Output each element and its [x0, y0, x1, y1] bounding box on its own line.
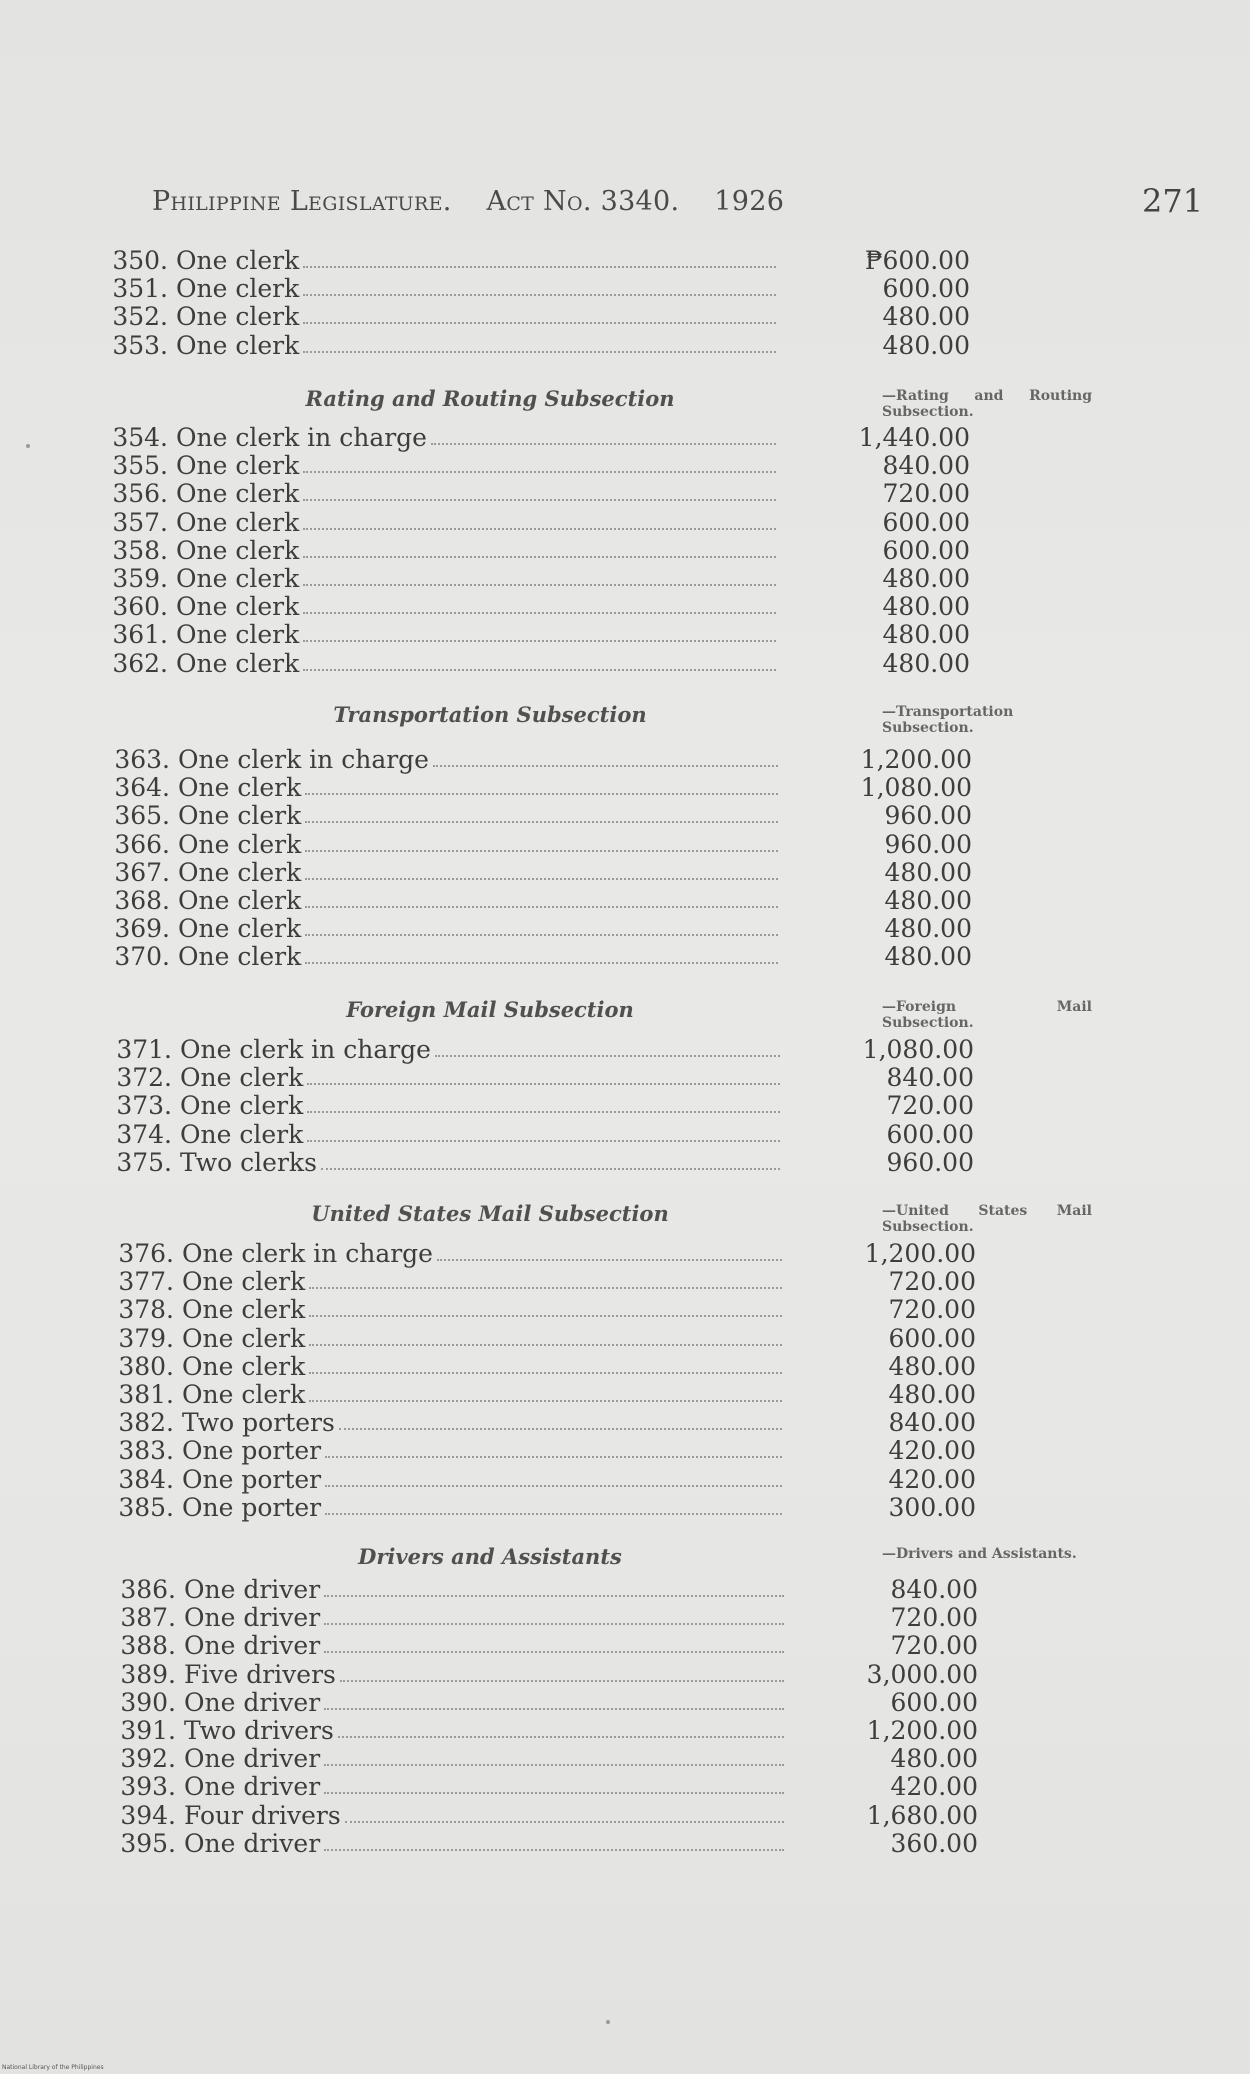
leader-dots: [431, 443, 776, 445]
leader-dots: [305, 962, 778, 964]
line-item: [102, 829, 972, 859]
line-item: [102, 801, 972, 831]
item-number: 365.: [114, 801, 170, 831]
item-description: One clerk: [176, 479, 300, 509]
item-number: 367.: [114, 857, 170, 887]
line-item: [100, 564, 970, 593]
leader-dots: [303, 266, 776, 268]
leader-dots: [324, 1708, 784, 1710]
speck-mark: [606, 2020, 610, 2024]
line-item: [104, 1119, 974, 1149]
item-amount: 480.00: [890, 1744, 978, 1774]
item-amount: 420.00: [890, 1772, 978, 1802]
item-number: 369.: [114, 914, 170, 944]
running-header: [152, 186, 810, 217]
margin-note: —Foreign Mail Subsection.: [882, 999, 1092, 1031]
item-description: One clerk: [178, 829, 302, 859]
item-amount: 720.00: [888, 1267, 976, 1297]
item-amount: 960.00: [884, 801, 972, 831]
item-number: 391.: [120, 1716, 176, 1745]
item-amount: 480.00: [888, 1380, 976, 1409]
line-item: [108, 1575, 978, 1604]
item-description: One clerk in charge: [178, 745, 429, 774]
item-amount: 480.00: [884, 857, 972, 887]
speck-mark: [26, 444, 30, 448]
item-description: One clerk: [176, 302, 300, 332]
leader-dots: [305, 934, 778, 936]
item-amount: 480.00: [882, 564, 970, 593]
line-item: [106, 1295, 976, 1325]
item-number: 351.: [112, 274, 168, 304]
line-item: [104, 1063, 974, 1093]
item-description: One clerk: [182, 1295, 306, 1325]
line-item: [106, 1464, 976, 1494]
item-description: Five drivers: [184, 1659, 336, 1689]
item-number: 387.: [120, 1603, 176, 1633]
line-item: [108, 1603, 978, 1633]
footer-credit: National Library of the Philippines: [2, 2064, 104, 2071]
item-amount: 840.00: [890, 1575, 978, 1604]
line-item: [108, 1800, 978, 1830]
line-item: [108, 1631, 978, 1661]
item-number: 366.: [114, 829, 170, 859]
item-amount: 960.00: [886, 1147, 974, 1177]
item-amount: 480.00: [882, 620, 970, 650]
item-number: 352.: [112, 302, 168, 332]
item-number: 356.: [112, 479, 168, 509]
item-description: One porter: [182, 1492, 322, 1522]
item-description: One driver: [184, 1631, 321, 1661]
line-item: [102, 745, 972, 774]
leader-dots: [339, 1428, 782, 1430]
line-item: [102, 857, 972, 887]
item-description: Two porters: [182, 1408, 335, 1438]
leader-dots: [325, 1485, 782, 1487]
section-heading: Rating and Routing Subsection: [305, 386, 675, 411]
item-amount: 480.00: [884, 886, 972, 915]
leader-dots: [307, 1083, 780, 1085]
line-item: [104, 1091, 974, 1121]
leader-dots: [437, 1259, 782, 1261]
item-description: One clerk in charge: [182, 1239, 433, 1268]
header-year: 1926: [714, 186, 785, 217]
item-number: 385.: [118, 1492, 174, 1522]
item-number: 370.: [114, 942, 170, 972]
item-description: Four drivers: [184, 1800, 341, 1830]
item-description: One clerk: [176, 648, 300, 678]
item-number: 354.: [112, 423, 168, 452]
item-amount: 300.00: [888, 1492, 976, 1522]
line-item: [100, 620, 970, 650]
item-number: 382.: [118, 1408, 174, 1438]
leader-dots: [324, 1849, 784, 1851]
leader-dots: [305, 906, 778, 908]
leader-dots: [321, 1168, 780, 1170]
item-amount: 840.00: [888, 1408, 976, 1438]
line-item: [102, 914, 972, 944]
item-description: One clerk: [182, 1351, 306, 1381]
leader-dots: [305, 821, 778, 823]
leader-dots: [338, 1736, 784, 1738]
item-number: 389.: [120, 1659, 176, 1689]
line-item: [108, 1828, 978, 1858]
item-number: 372.: [116, 1063, 172, 1093]
line-item: [100, 274, 970, 304]
section-heading: Transportation Subsection: [333, 702, 647, 727]
leader-dots: [303, 351, 776, 353]
leader-dots: [303, 584, 776, 586]
item-number: 371.: [116, 1035, 172, 1064]
item-amount: 420.00: [888, 1464, 976, 1494]
margin-note: —Rating and Routing Subsection.: [882, 388, 1092, 420]
line-item: [100, 451, 970, 481]
item-number: 374.: [116, 1119, 172, 1149]
section-heading: Foreign Mail Subsection: [346, 997, 634, 1022]
item-amount: 960.00: [884, 829, 972, 859]
leader-dots: [305, 878, 778, 880]
item-number: 386.: [120, 1575, 176, 1604]
item-description: One porter: [182, 1464, 322, 1494]
item-amount: 1,200.00: [860, 745, 972, 774]
item-number: 361.: [112, 620, 168, 650]
leader-dots: [324, 1623, 784, 1625]
line-item: [108, 1687, 978, 1717]
item-description: One clerk in charge: [176, 423, 427, 452]
leader-dots: [303, 499, 776, 501]
item-amount: 480.00: [882, 302, 970, 332]
item-amount: 600.00: [890, 1687, 978, 1717]
line-item: [100, 246, 970, 275]
item-number: 358.: [112, 535, 168, 565]
line-item: [106, 1380, 976, 1409]
leader-dots: [309, 1344, 782, 1346]
leader-dots: [309, 1287, 782, 1289]
item-description: One clerk: [182, 1380, 306, 1409]
header-act: Act No. 3340.: [486, 186, 680, 217]
leader-dots: [309, 1400, 782, 1402]
item-amount: 720.00: [890, 1631, 978, 1661]
item-amount: 1,680.00: [866, 1800, 978, 1830]
leader-dots: [309, 1372, 782, 1374]
item-number: 355.: [112, 451, 168, 481]
leader-dots: [305, 850, 778, 852]
leader-dots: [340, 1680, 784, 1682]
item-number: 384.: [118, 1464, 174, 1494]
header-title: Philippine Legislature.: [152, 186, 452, 217]
line-item: [102, 773, 972, 803]
item-number: 390.: [120, 1687, 176, 1717]
item-description: Two clerks: [180, 1147, 317, 1177]
leader-dots: [305, 793, 778, 795]
item-number: 353.: [112, 330, 168, 360]
item-number: 357.: [112, 507, 168, 537]
item-number: 381.: [118, 1380, 174, 1409]
leader-dots: [324, 1595, 784, 1597]
item-description: One clerk: [178, 914, 302, 944]
leader-dots: [325, 1513, 782, 1515]
item-amount: 600.00: [886, 1119, 974, 1149]
leader-dots: [303, 640, 776, 642]
line-item: [106, 1267, 976, 1297]
line-item: [106, 1239, 976, 1268]
item-number: 388.: [120, 1631, 176, 1661]
line-item: [106, 1408, 976, 1438]
item-amount: 360.00: [890, 1828, 978, 1858]
line-item: [108, 1716, 978, 1745]
leader-dots: [303, 322, 776, 324]
item-amount: 480.00: [882, 592, 970, 622]
item-amount: 480.00: [882, 330, 970, 360]
line-item: [104, 1147, 974, 1177]
line-item: [106, 1323, 976, 1353]
item-amount: 720.00: [890, 1603, 978, 1633]
leader-dots: [324, 1764, 784, 1766]
item-amount: 1,080.00: [860, 773, 972, 803]
item-number: 377.: [118, 1267, 174, 1297]
leader-dots: [303, 471, 776, 473]
item-description: One driver: [184, 1772, 321, 1802]
line-item: [100, 479, 970, 509]
item-number: 375.: [116, 1147, 172, 1177]
leader-dots: [324, 1792, 784, 1794]
item-description: One clerk: [178, 773, 302, 803]
item-description: One porter: [182, 1436, 322, 1466]
item-amount: 840.00: [882, 451, 970, 481]
line-item: [100, 648, 970, 678]
leader-dots: [433, 765, 778, 767]
line-item: [106, 1492, 976, 1522]
leader-dots: [309, 1315, 782, 1317]
item-description: Two drivers: [184, 1716, 334, 1745]
item-amount: 1,200.00: [864, 1239, 976, 1268]
leader-dots: [303, 612, 776, 614]
item-amount: 720.00: [886, 1091, 974, 1121]
item-amount: 480.00: [884, 914, 972, 944]
item-number: 350.: [112, 246, 168, 275]
item-amount: 420.00: [888, 1436, 976, 1466]
item-amount: 600.00: [882, 507, 970, 537]
leader-dots: [325, 1456, 782, 1458]
line-item: [108, 1744, 978, 1774]
item-amount: 1,200.00: [866, 1716, 978, 1745]
line-item: [100, 330, 970, 360]
item-description: One clerk in charge: [180, 1035, 431, 1064]
item-description: One driver: [184, 1575, 321, 1604]
item-number: 368.: [114, 886, 170, 915]
item-description: One clerk: [178, 942, 302, 972]
item-description: One clerk: [180, 1063, 304, 1093]
line-item: [100, 302, 970, 332]
line-item: [104, 1035, 974, 1064]
item-description: One driver: [184, 1687, 321, 1717]
line-item: [106, 1351, 976, 1381]
margin-note: —United States Mail Subsection.: [882, 1203, 1092, 1235]
item-description: One clerk: [176, 330, 300, 360]
item-description: One clerk: [176, 592, 300, 622]
item-description: One clerk: [182, 1323, 306, 1353]
item-amount: 600.00: [882, 274, 970, 304]
item-description: One clerk: [178, 886, 302, 915]
item-number: 364.: [114, 773, 170, 803]
line-item: [108, 1659, 978, 1689]
item-number: 378.: [118, 1295, 174, 1325]
line-item: [102, 886, 972, 915]
item-description: One clerk: [176, 564, 300, 593]
leader-dots: [435, 1055, 780, 1057]
item-amount: 1,440.00: [858, 423, 970, 452]
line-item: [100, 592, 970, 622]
leader-dots: [307, 1111, 780, 1113]
item-number: 360.: [112, 592, 168, 622]
item-amount: 3,000.00: [866, 1659, 978, 1689]
page-number: 271: [1142, 182, 1204, 220]
item-number: 379.: [118, 1323, 174, 1353]
item-number: 393.: [120, 1772, 176, 1802]
item-amount: 1,080.00: [862, 1035, 974, 1064]
margin-note: —Drivers and Assistants.: [882, 1546, 1077, 1562]
item-description: One driver: [184, 1744, 321, 1774]
item-description: One clerk: [176, 246, 300, 275]
item-description: One clerk: [176, 620, 300, 650]
item-description: One clerk: [178, 857, 302, 887]
item-amount: 600.00: [888, 1323, 976, 1353]
item-amount: 720.00: [888, 1295, 976, 1325]
item-description: One clerk: [176, 274, 300, 304]
line-item: [108, 1772, 978, 1802]
item-amount: 480.00: [882, 648, 970, 678]
line-item: [106, 1436, 976, 1466]
item-description: One clerk: [182, 1267, 306, 1297]
leader-dots: [324, 1651, 784, 1653]
item-amount: 600.00: [882, 535, 970, 565]
item-description: One clerk: [176, 507, 300, 537]
leader-dots: [303, 528, 776, 530]
line-item: [100, 423, 970, 452]
item-number: 395.: [120, 1828, 176, 1858]
item-description: One clerk: [176, 535, 300, 565]
item-amount: 480.00: [888, 1351, 976, 1381]
line-item: [102, 942, 972, 972]
item-number: 359.: [112, 564, 168, 593]
item-number: 363.: [114, 745, 170, 774]
line-item: [100, 507, 970, 537]
leader-dots: [345, 1821, 784, 1823]
item-amount: 840.00: [886, 1063, 974, 1093]
item-number: 392.: [120, 1744, 176, 1774]
line-item: [100, 535, 970, 565]
item-number: 376.: [118, 1239, 174, 1268]
item-amount: 480.00: [884, 942, 972, 972]
item-description: One clerk: [178, 801, 302, 831]
leader-dots: [303, 556, 776, 558]
item-number: 362.: [112, 648, 168, 678]
item-description: One clerk: [180, 1091, 304, 1121]
item-number: 394.: [120, 1800, 176, 1830]
leader-dots: [307, 1140, 780, 1142]
item-amount: ₱600.00: [864, 246, 970, 275]
section-heading: United States Mail Subsection: [311, 1201, 669, 1226]
item-number: 383.: [118, 1436, 174, 1466]
margin-note: —Transportation Subsection.: [882, 704, 1014, 736]
section-heading: Drivers and Assistants: [358, 1544, 622, 1569]
leader-dots: [303, 669, 776, 671]
item-description: One clerk: [180, 1119, 304, 1149]
item-number: 380.: [118, 1351, 174, 1381]
item-number: 373.: [116, 1091, 172, 1121]
item-description: One driver: [184, 1603, 321, 1633]
item-description: One clerk: [176, 451, 300, 481]
item-amount: 720.00: [882, 479, 970, 509]
item-description: One driver: [184, 1828, 321, 1858]
leader-dots: [303, 294, 776, 296]
